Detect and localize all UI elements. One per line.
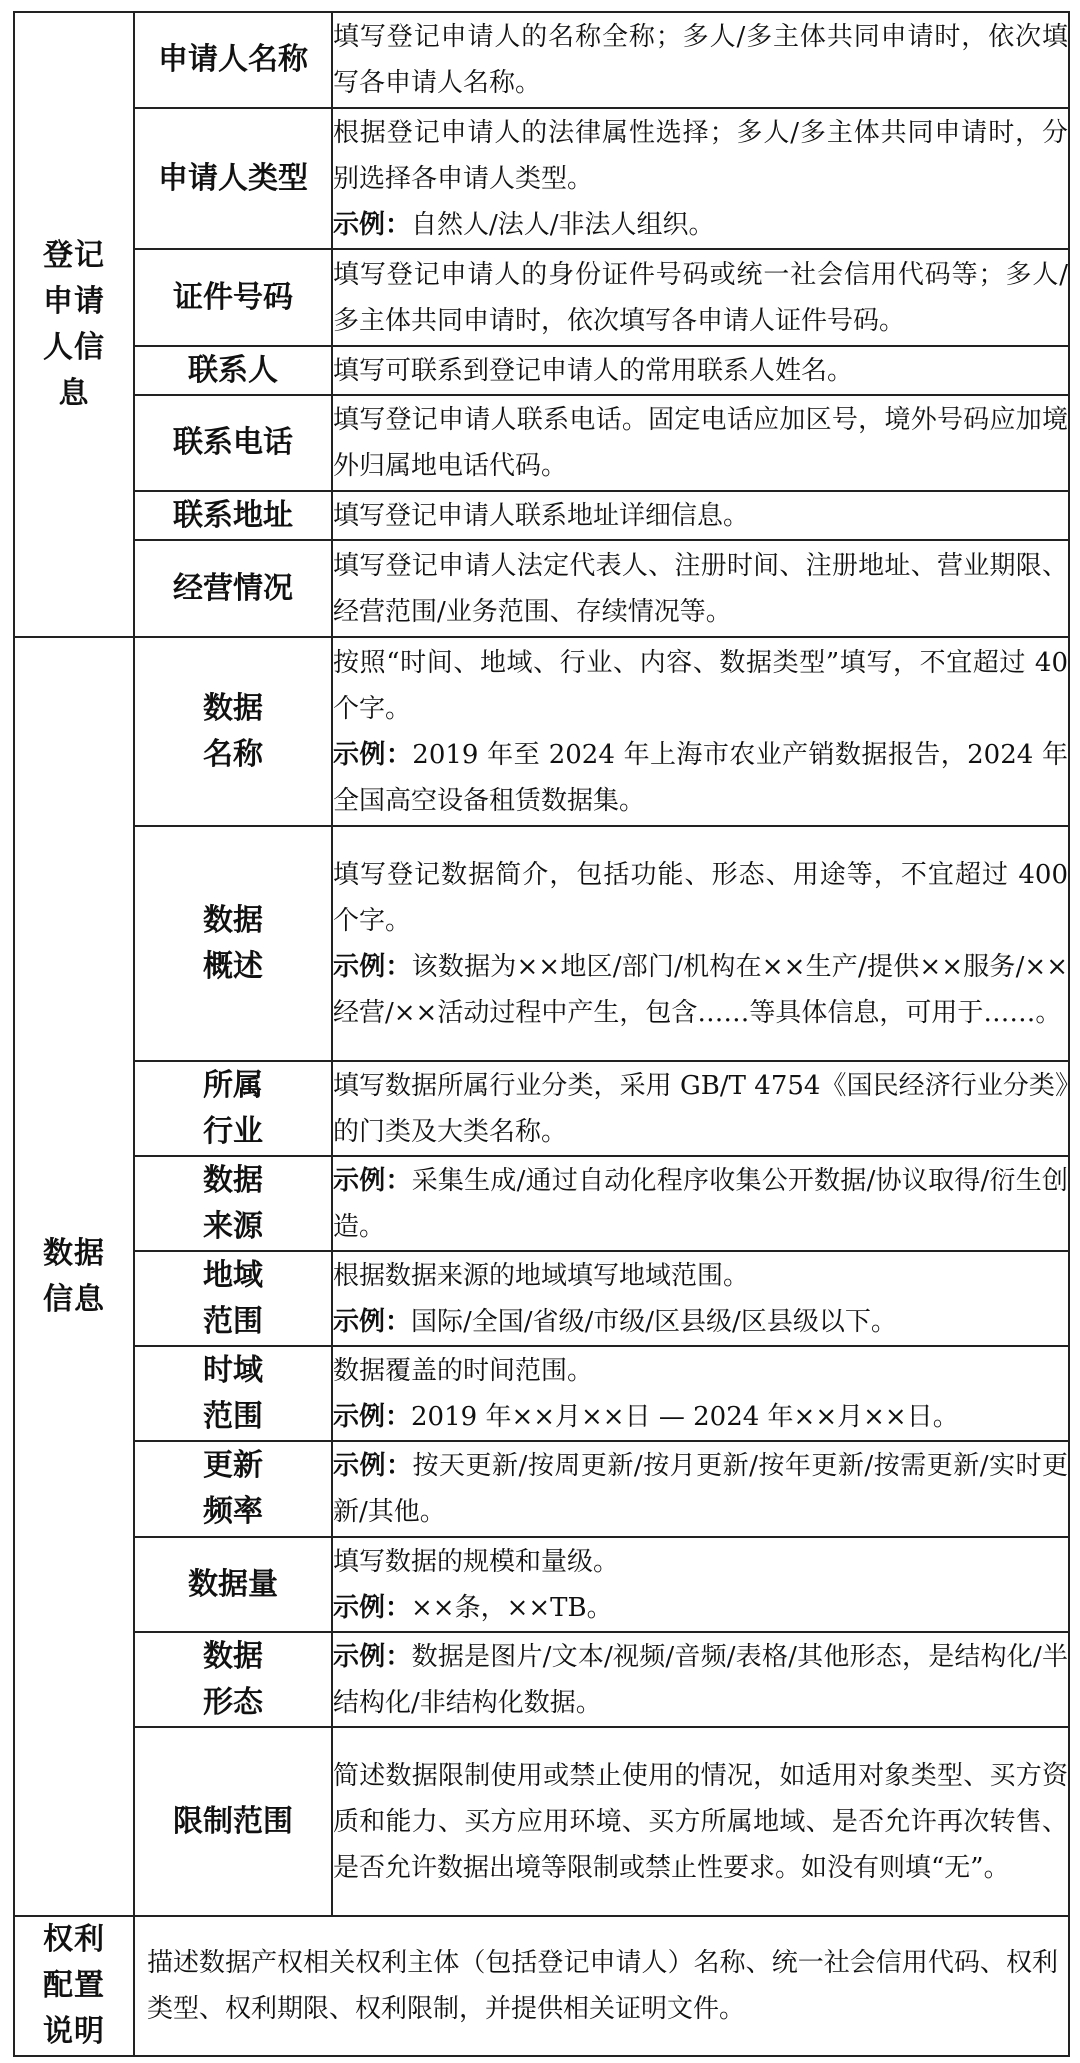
- field-name: 联系电话: [134, 395, 332, 491]
- field-description: [332, 1441, 1069, 1537]
- field-name: 所属 行业: [134, 1061, 332, 1156]
- example-text: 2019 年至 2024 年上海市农业产销数据报告，2024 年全国高空设备租赁数据集。: [333, 739, 1068, 816]
- example-label: 示例：: [333, 951, 412, 982]
- table-row: [14, 491, 1069, 540]
- table-row: [14, 1251, 1069, 1346]
- group-label-registrant: 登记 申请 人信 息: [14, 12, 134, 637]
- example-text: ××条，××TB。: [411, 1592, 613, 1623]
- group-label-data: 数据 信息: [14, 637, 134, 1916]
- table-row: [14, 1537, 1069, 1632]
- table-row: [14, 1916, 1069, 2056]
- field-description: 简述数据限制使用或禁止使用的情况，如适用对象类型、买方资质和能力、买方应用环境、买方所属地域、是否允许再次转售、是否允许数据出境等限制或禁止性要求。如没有则填“无”。: [332, 1727, 1069, 1916]
- field-name: 数据 名称: [134, 637, 332, 826]
- table-row: [14, 249, 1069, 346]
- field-name: 限制范围: [134, 1727, 332, 1916]
- table-row: [14, 1346, 1069, 1441]
- field-description: 填写登记申请人联系电话。固定电话应加区号，境外号码应加境外归属地电话代码。: [332, 395, 1069, 491]
- rights-description: 描述数据产权相关权利主体（包括登记申请人）名称、统一社会信用代码、权利类型、权利期限、权利限制，并提供相关证明文件。: [134, 1916, 1069, 2056]
- example-text: 国际/全国/省级/市级/区县级/区县级以下。: [411, 1306, 897, 1337]
- field-description: [332, 1632, 1069, 1727]
- field-description: 填写数据所属行业分类，采用 GB/T 4754《国民经济行业分类》的门类及大类名称。: [332, 1061, 1069, 1156]
- field-name: 经营情况: [134, 540, 332, 637]
- example-label: 示例：: [333, 1592, 412, 1623]
- registration-field-table: [13, 11, 1070, 2057]
- field-description: 填写登记申请人的身份证件号码或统一社会信用代码等；多人/多主体共同申请时，依次填写各申请人证件号码。: [332, 249, 1069, 346]
- table-row: [14, 540, 1069, 637]
- field-description: [332, 1156, 1069, 1251]
- example-label: 示例：: [333, 1306, 412, 1337]
- example-label: 示例：: [333, 1165, 412, 1196]
- example-label: 示例：: [333, 1451, 413, 1481]
- example-label: 示例：: [333, 739, 413, 770]
- field-name: 地域 范围: [134, 1251, 332, 1346]
- field-description: 按照“时间、地域、行业、内容、数据类型”填写，不宜超过 40 个字。 示例：2019 年至 2024 年上海市农业产销数据报告，2024 年全国高空设备租赁数据集。: [332, 637, 1069, 826]
- table-row: [14, 826, 1069, 1061]
- field-description: 填写数据的规模和量级。 示例：××条，××TB。: [332, 1537, 1069, 1632]
- example-label: 示例：: [333, 1641, 412, 1672]
- table-row: [14, 1156, 1069, 1251]
- field-description: 根据登记申请人的法律属性选择；多人/多主体共同申请时，分别选择各申请人类型。 示例：自然人/法人/非法人组织。: [332, 108, 1069, 249]
- example-text: 自然人/法人/非法人组织。: [411, 209, 715, 240]
- example-text: 采集生成/通过自动化程序收集公开数据/协议取得/衍生创造。: [333, 1165, 1068, 1242]
- field-name: 联系人: [134, 346, 332, 395]
- example-text: 按天更新/按周更新/按月更新/按年更新/按需更新/实时更新/其他。: [333, 1451, 1068, 1527]
- field-name: 申请人名称: [134, 12, 332, 108]
- field-description: 根据数据来源的地域填写地域范围。 示例：国际/全国/省级/市级/区县级/区县级以下。: [332, 1251, 1069, 1346]
- field-name: 时域 范围: [134, 1346, 332, 1441]
- example-label: 示例：: [333, 1401, 412, 1432]
- table-row: [14, 108, 1069, 249]
- field-description: 数据覆盖的时间范围。 示例：2019 年××月××日 — 2024 年××月××日。: [332, 1346, 1069, 1441]
- field-name: 数据 形态: [134, 1632, 332, 1727]
- field-name: 数据量: [134, 1537, 332, 1632]
- field-name: 证件号码: [134, 249, 332, 346]
- field-description: 填写登记申请人联系地址详细信息。: [332, 491, 1069, 540]
- field-name: 数据 来源: [134, 1156, 332, 1251]
- field-name: 联系地址: [134, 491, 332, 540]
- table-row: [14, 637, 1069, 826]
- example-label: 示例：: [333, 209, 412, 240]
- field-name: 数据 概述: [134, 826, 332, 1061]
- table-row: [14, 1727, 1069, 1916]
- example-text: 2019 年××月××日 — 2024 年××月××日。: [411, 1401, 959, 1432]
- table-row: [14, 1061, 1069, 1156]
- field-description: 填写登记申请人的名称全称；多人/多主体共同申请时，依次填写各申请人名称。: [332, 12, 1069, 108]
- field-description: 填写登记数据简介，包括功能、形态、用途等，不宜超过 400 个字。 示例：该数据为××地区/部门/机构在××生产/提供××服务/××经营/××活动过程中产生，包含……等具体信息，可用于……。: [332, 826, 1069, 1061]
- table-row: [14, 1441, 1069, 1537]
- group-label-rights: 权利 配置 说明: [14, 1916, 134, 2056]
- example-text: 数据是图片/文本/视频/音频/表格/其他形态，是结构化/半结构化/非结构化数据。: [333, 1641, 1068, 1718]
- table-row: [14, 395, 1069, 491]
- table-row: [14, 1632, 1069, 1727]
- table-row: [14, 12, 1069, 108]
- field-description: 填写可联系到登记申请人的常用联系人姓名。: [332, 346, 1069, 395]
- table-row: [14, 346, 1069, 395]
- example-text: 该数据为××地区/部门/机构在××生产/提供××服务/××经营/××活动过程中产生，包含……等具体信息，可用于……。: [333, 951, 1068, 1028]
- field-name: 更新 频率: [134, 1441, 332, 1537]
- field-description: 填写登记申请人法定代表人、注册时间、注册地址、营业期限、经营范围/业务范围、存续情况等。: [332, 540, 1069, 637]
- field-name: 申请人类型: [134, 108, 332, 249]
